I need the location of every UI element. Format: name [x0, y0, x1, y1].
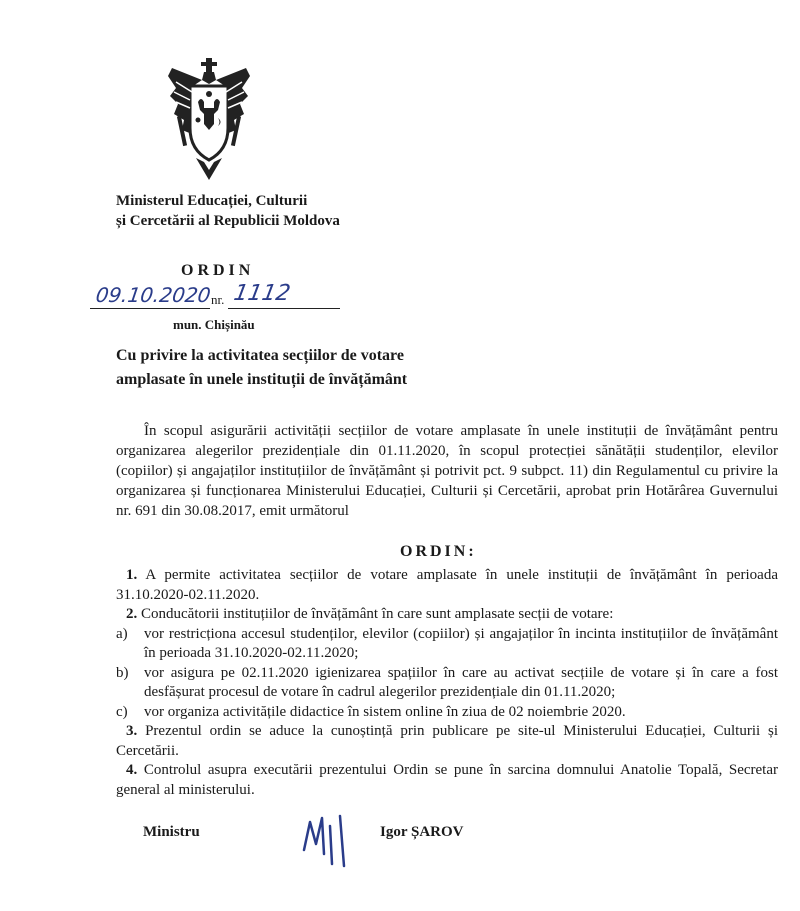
handwritten-signature-icon — [300, 810, 360, 868]
subpoint-label: c) — [116, 703, 128, 720]
subpoint-label: b) — [116, 664, 129, 681]
point-1 — [116, 566, 778, 605]
ministry-name-line2: și Cercetării al Republicii Moldova — [116, 213, 340, 229]
point-number: 4. — [126, 762, 138, 778]
subject-title — [116, 344, 407, 392]
order-body — [116, 566, 778, 800]
handwritten-date: 09.10.2020 — [94, 283, 213, 307]
subpoint-c — [116, 703, 778, 723]
order-heading: ORDIN: — [400, 543, 477, 560]
point-number: 2. — [126, 606, 138, 622]
ministry-name-line1: Ministerul Educației, Culturii — [116, 193, 308, 209]
handwritten-number: 1112 — [231, 281, 293, 306]
subject-line2: amplasate în unele instituții de învățământ — [116, 371, 408, 388]
subpoint-text: vor asigura pe 02.11.2020 igienizarea spațiilor în care au activat secțiile de votare și în care a fost desfășurat procesul de votare în cadrul alegerilor prezidențiale din 01.11.2020; — [144, 664, 778, 700]
subpoint-text: vor restricționa accesul studenților, elevilor (copiilor) și angajaților în incinta instituțiilor de învățământ în perioada 31.10.2020-02.11.2020; — [144, 625, 778, 661]
document-type: ORDIN — [181, 262, 255, 279]
point-4 — [116, 761, 778, 800]
subpoint-label: a) — [116, 625, 128, 642]
signatory-title: Ministru — [143, 824, 200, 840]
subpoint-b — [116, 664, 778, 703]
coat-of-arms-icon — [168, 58, 250, 184]
preamble: În scopul asigurării activității secțiilor de votare amplasate în unele instituții de învățământ pentru organizarea alegerilor prezidențiale din 01.11.2020, în scopul protecției sănătății studenților, elevilor (copiilor) și angajaților instituțiilor de învățământ și potrivit pct. 9 subpct. 11) din Regulamentul cu privire la organizarea și funcționarea Ministerului Educației, Culturii și Cercetării, aprobat prin Hotărârea Guvernului nr. 691 din 30.08.2017, emit următorul — [116, 423, 778, 519]
point-3 — [116, 722, 778, 761]
signature-block — [143, 824, 783, 864]
point-text: Controlul asupra executării prezentului Ordin se pune în sarcina domnului Anatolie Topală, Secretar general al ministerului. — [116, 762, 779, 798]
subject-line1: Cu privire la activitatea secțiilor de votare — [116, 347, 404, 364]
point-number: 1. — [126, 567, 138, 583]
ministry-name — [116, 191, 340, 231]
subpoint-text: vor organiza activitățile didactice în sistem online în ziua de 02 noiembrie 2020. — [144, 703, 626, 720]
city: mun. Chișinău — [173, 317, 255, 332]
point-2 — [116, 605, 778, 625]
subpoint-a — [116, 625, 778, 664]
point-text: Conducătorii instituțiilor de învățământ în care sunt amplasate secții de votare: — [141, 606, 614, 622]
number-label: nr. — [211, 292, 225, 307]
point-number: 3. — [126, 723, 138, 739]
point-text: A permite activitatea secțiilor de votare amplasate în unele instituții de învățământ în perioada 31.10.2020-02.11.2020. — [116, 567, 778, 603]
point-text: Prezentul ordin se aduce la cunoștință prin publicare pe site-ul Ministerului Educației, Culturii și Cercetării. — [116, 723, 779, 759]
signatory-name: Igor ȘAROV — [380, 824, 464, 840]
